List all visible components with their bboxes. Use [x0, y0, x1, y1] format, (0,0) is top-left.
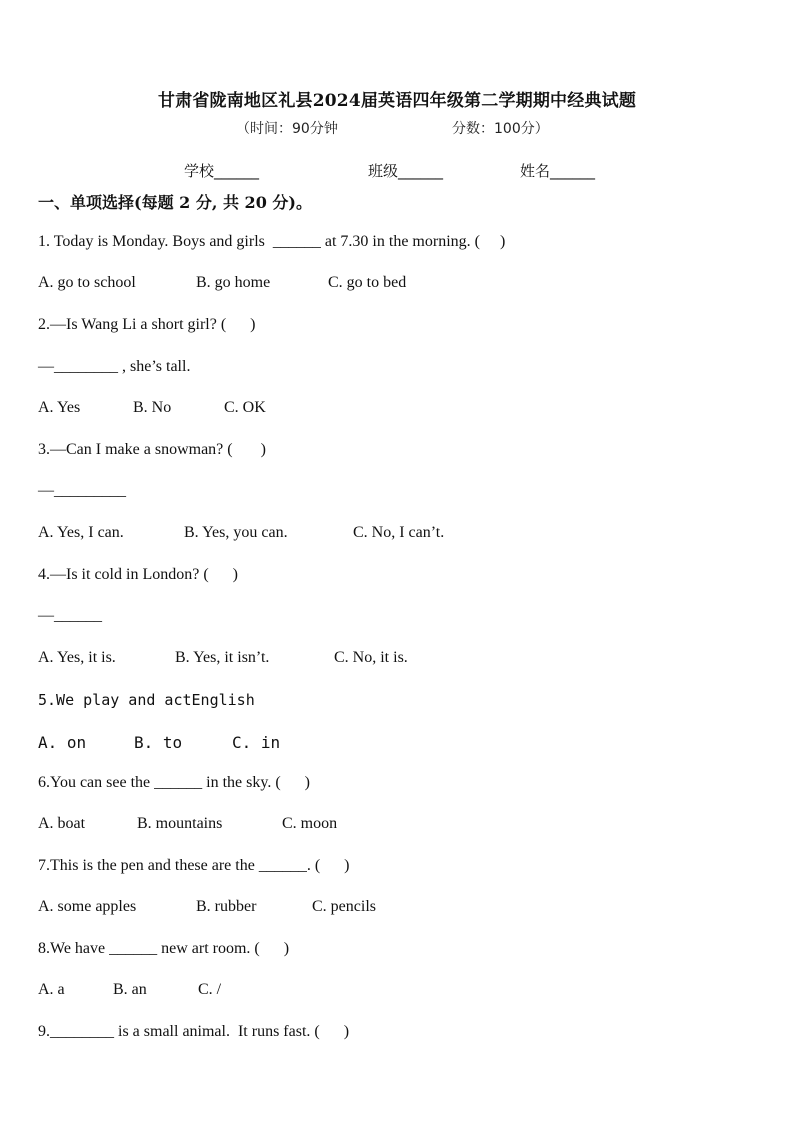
question-9-stem: 9.________ is a small animal. It runs fast. ( ): [38, 1023, 350, 1040]
question-8-option-b: B. an: [113, 981, 147, 998]
question-7-option-a: A. some apples: [38, 898, 137, 915]
question-8-stem: 8.We have ______ new art room. ( ): [38, 940, 290, 957]
question-1-option-a: A. go to school: [38, 274, 136, 291]
class-field: 班级______: [368, 162, 444, 180]
question-3-option-c: C. No, I can’t.: [353, 524, 445, 541]
question-1-option-b: B. go home: [196, 274, 271, 291]
question-4-stem: 4.—Is it cold in London? ( ): [38, 566, 238, 583]
question-6-option-a: A. boat: [38, 815, 86, 832]
question-4-option-b: B. Yes, it isn’t.: [175, 649, 270, 666]
question-5-option-b: B. to: [134, 733, 183, 752]
question-2-answer-line: —________ , she’s tall.: [38, 358, 191, 375]
question-2-option-c: C. OK: [224, 399, 266, 416]
question-5-option-c: C. in: [232, 733, 281, 752]
question-6-option-b: B. mountains: [137, 815, 223, 832]
question-6-option-c: C. moon: [282, 815, 338, 832]
school-field: 学校______: [184, 162, 260, 180]
question-7-option-b: B. rubber: [196, 898, 257, 915]
question-2-option-a: A. Yes: [38, 399, 81, 416]
question-3-option-b: B. Yes, you can.: [184, 524, 288, 541]
question-4-option-a: A. Yes, it is.: [38, 649, 116, 666]
exam-time: （时间：90分钟: [236, 121, 338, 137]
question-1-stem: 1. Today is Monday. Boys and girls ______ at 7.30 in the morning. ( ): [38, 233, 506, 250]
question-8-option-a: A. a: [38, 981, 65, 998]
section-heading: 一、单项选择(每题 2 分, 共 20 分)。: [38, 193, 312, 212]
question-1-option-c: C. go to bed: [328, 274, 407, 291]
question-6-stem: 6.You can see the ______ in the sky. ( ): [38, 774, 310, 791]
question-2-stem: 2.—Is Wang Li a short girl? ( ): [38, 316, 256, 333]
question-4-option-c: C. No, it is.: [334, 649, 408, 666]
exam-score: 分数：100分）: [452, 121, 549, 137]
question-4-answer-line: —______: [38, 607, 102, 624]
question-2-option-b: B. No: [133, 399, 172, 416]
question-5-stem: 5.We play and actEnglish: [38, 691, 255, 709]
question-3-option-a: A. Yes, I can.: [38, 524, 124, 541]
question-8-option-c: C. /: [198, 981, 222, 998]
page-title: 甘肃省陇南地区礼县2024届英语四年级第二学期期中经典试题: [157, 91, 637, 111]
question-3-stem: 3.—Can I make a snowman? ( ): [38, 441, 266, 458]
question-3-answer-line: —_________: [38, 482, 126, 499]
question-7-stem: 7.This is the pen and these are the ______. ( ): [38, 857, 350, 874]
question-5-option-a: A. on: [38, 733, 87, 752]
name-field: 姓名______: [520, 162, 596, 180]
question-7-option-c: C. pencils: [312, 898, 376, 915]
